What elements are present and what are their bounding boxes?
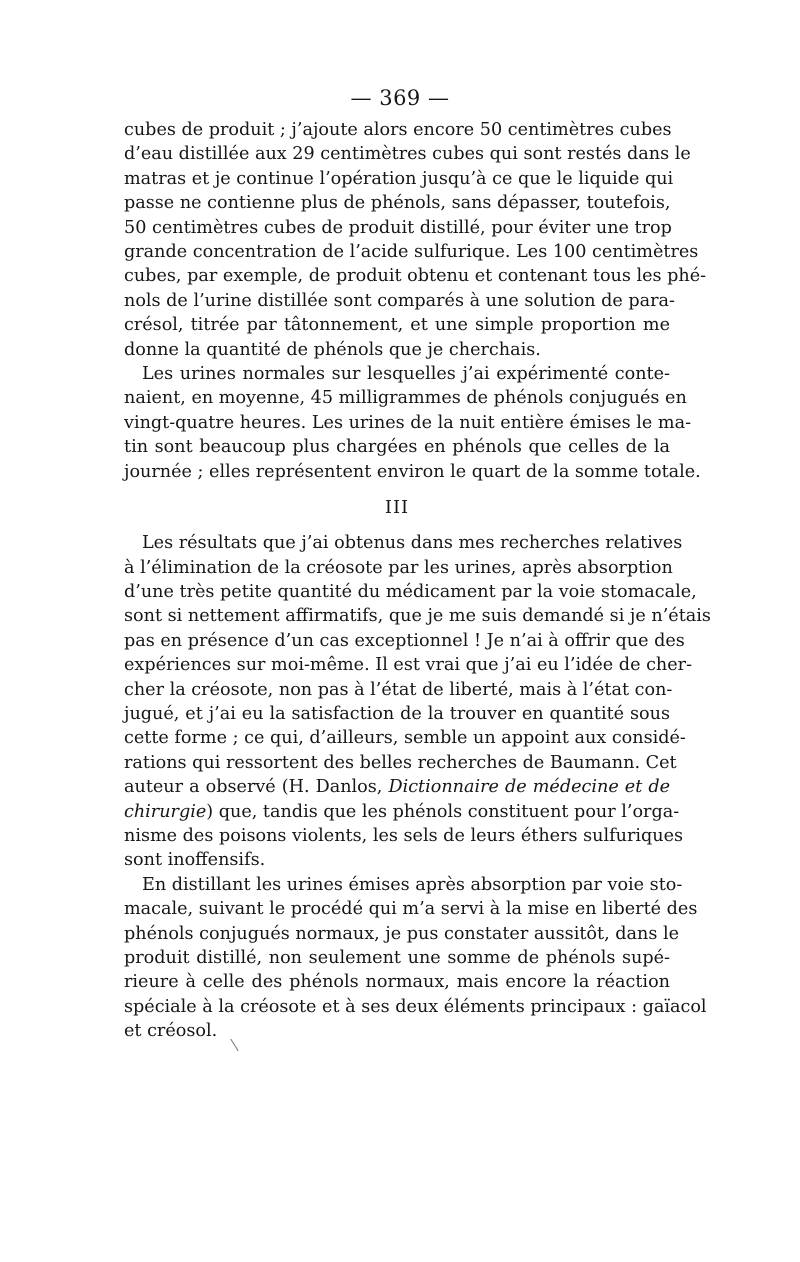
text-line: crésol, titrée par tâtonnement, et une simple proportion me bbox=[124, 315, 670, 336]
text-line: sont si nettement affirmatifs, que je me suis demandé si je n’étais bbox=[124, 606, 711, 627]
page-number: — 369 — bbox=[350, 86, 450, 110]
text-line: d’eau distillée aux 29 centimètres cubes qui sont restés dans le bbox=[124, 144, 691, 165]
text-line: et créosol. bbox=[124, 1021, 218, 1042]
text-line: macale, suivant le procédé qui m’a servi à la mise en liberté des bbox=[124, 899, 698, 920]
text-line: nols de l’urine distillée sont comparés à une solution de para- bbox=[124, 290, 675, 311]
text-line: expériences sur moi-même. Il est vrai que j’ai eu l’idée de cher- bbox=[124, 655, 693, 676]
text-line bbox=[124, 775, 670, 799]
text-line: cette forme ; ce qui, d’ailleurs, semble un appoint aux considé- bbox=[124, 728, 686, 749]
paragraph-1 bbox=[124, 118, 707, 362]
text-line: donne la quantité de phénols que je cherchais. bbox=[124, 339, 541, 360]
text-line: Les urines normales sur lesquelles j’ai expérimenté conte- bbox=[142, 364, 670, 385]
section-heading: III bbox=[384, 497, 410, 519]
paragraph-3 bbox=[124, 531, 711, 873]
text-line: nisme des poisons violents, les sels de leurs éthers sulfuriques bbox=[124, 825, 684, 846]
text-line: tin sont beaucoup plus chargées en phénols que celles de la bbox=[124, 437, 670, 458]
paragraph-2 bbox=[124, 362, 701, 484]
text-line: matras et je continue l’opération jusqu’à ce que le liquide qui bbox=[124, 168, 674, 189]
text-line: cubes de produit ; j’ajoute alors encore 50 centimètres cubes bbox=[124, 120, 672, 140]
paragraph-4 bbox=[124, 873, 707, 1044]
text-line: rieure à celle des phénols normaux, mais encore la réaction bbox=[124, 972, 670, 993]
text-line: d’une très petite quantité du médicament par la voie stomacale, bbox=[124, 581, 697, 602]
text-line: phénols conjugués normaux, je pus constater aussitôt, dans le bbox=[124, 923, 680, 944]
text-line: cubes, par exemple, de produit obtenu et contenant tous les phé- bbox=[124, 266, 707, 287]
text-line: grande concentration de l’acide sulfurique. Les 100 centimètres bbox=[124, 242, 699, 263]
text-line: sont inoffensifs. bbox=[124, 850, 266, 871]
text-line: passe ne contienne plus de phénols, sans dépasser, toutefois, bbox=[124, 193, 671, 214]
text-line: En distillant les urines émises après absorption par voie sto- bbox=[142, 874, 683, 895]
text-line: vingt-quatre heures. Les urines de la nuit entière émises le ma- bbox=[124, 412, 692, 433]
text-line bbox=[124, 800, 680, 824]
text-run: ) que, tandis que les phénols constituent pour l’orga- bbox=[206, 801, 680, 822]
text-line: rations qui ressortent des belles recherches de Baumann. Cet bbox=[124, 752, 677, 773]
text-line: 50 centimètres cubes de produit distillé, pour éviter une trop bbox=[124, 217, 672, 238]
text-line: naient, en moyenne, 45 milligrammes de phénols conjugués en bbox=[124, 388, 687, 409]
page-body bbox=[124, 118, 711, 1044]
text-line: Les résultats que j’ai obtenus dans mes recherches relatives bbox=[142, 533, 683, 554]
text-run: auteur a observé (H. Danlos, bbox=[124, 777, 389, 798]
text-line: produit distillé, non seulement une somme de phénols supé- bbox=[124, 948, 670, 968]
text-line: spéciale à la créosote et à ses deux éléments principaux : gaïacol bbox=[124, 996, 707, 1017]
citation-title: Dictionnaire de médecine et de bbox=[388, 777, 671, 798]
text-line: pas en présence d’un cas exceptionnel ! Je n’ai à offrir que des bbox=[124, 630, 685, 651]
text-line: journée ; elles représentent environ le quart de la somme totale. bbox=[124, 461, 701, 482]
citation-title-continued: chirurgie bbox=[124, 801, 207, 822]
text-line: jugué, et j’ai eu la satisfaction de la trouver en quantité sous bbox=[124, 703, 670, 724]
text-line: cher la créosote, non pas à l’état de liberté, mais à l’état con- bbox=[124, 679, 673, 700]
text-line: à l’élimination de la créosote par les urines, après absorption bbox=[124, 557, 673, 578]
